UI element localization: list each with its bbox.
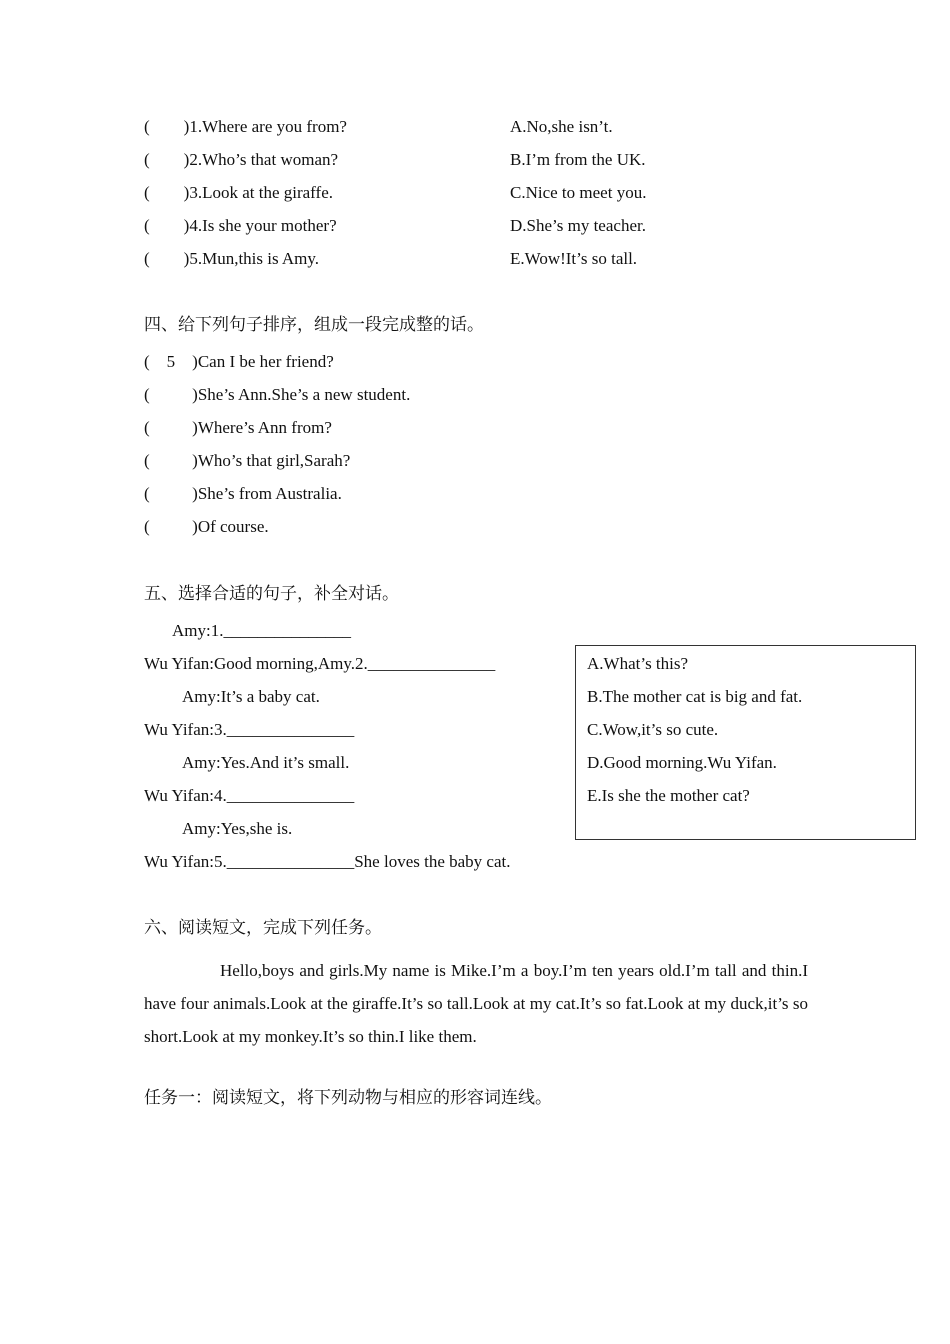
match-question-5: ( )5.Mun,this is Amy. [144, 249, 320, 268]
match-question-4: ( )4.Is she your mother? [144, 216, 337, 235]
section6-heading: 六、阅读短文，完成下列任务。 [144, 918, 382, 937]
dialogue-line-8: Wu Yifan:5._______________She loves the baby cat. [144, 852, 511, 871]
order-item-2: ( )She’s Ann.She’s a new student. [144, 385, 411, 404]
options-box [575, 645, 916, 840]
dialogue-line-1: Amy:1._______________ [172, 621, 351, 640]
order-item-4: ( )Who’s that girl,Sarah? [144, 451, 351, 470]
order-item-1: ( 5 )Can I be her friend? [144, 352, 334, 371]
dialogue-line-6: Wu Yifan:4._______________ [144, 786, 355, 805]
dialogue-line-7: Amy:Yes,she is. [182, 819, 293, 838]
dialogue-line-2: Wu Yifan:Good morning,Amy.2._______________ [144, 654, 496, 673]
match-answer-d: D.She’s my teacher. [510, 216, 646, 235]
dialogue-line-3: Amy:It’s a baby cat. [182, 687, 320, 706]
match-question-2: ( )2.Who’s that woman? [144, 150, 339, 169]
match-answer-a: A.No,she isn’t. [510, 117, 613, 136]
reading-passage-text: Hello,boys and girls.My name is Mike.I’m a boy.I’m ten years old.I’m tall and thin.I have four animals.Look at the giraffe.It’s so tall.Look at my cat.It’s so fat.Look at my duck,it’s so short.Look at my monkey.It’s so thin.I like them. [144, 961, 808, 1046]
match-question-3: ( )3.Look at the giraffe. [144, 183, 333, 202]
option-d: D.Good morning.Wu Yifan. [587, 753, 777, 772]
option-b: B.The mother cat is big and fat. [587, 687, 803, 706]
dialogue-line-4: Wu Yifan:3._______________ [144, 720, 355, 739]
match-answer-c: C.Nice to meet you. [510, 183, 647, 202]
order-item-6: ( )Of course. [144, 517, 269, 536]
match-answer-b: B.I’m from the UK. [510, 150, 646, 169]
match-answer-e: E.Wow!It’s so tall. [510, 249, 638, 268]
order-item-3: ( )Where’s Ann from? [144, 418, 332, 437]
section5-heading: 五、选择合适的句子，补全对话。 [144, 584, 399, 603]
order-item-5: ( )She’s from Australia. [144, 484, 342, 503]
task1-instruction: 任务一：阅读短文，将下列动物与相应的形容词连线。 [144, 1088, 552, 1107]
option-a: A.What’s this? [587, 654, 689, 673]
reading-passage [144, 954, 808, 1053]
dialogue-line-5: Amy:Yes.And it’s small. [182, 753, 350, 772]
option-c: C.Wow,it’s so cute. [587, 720, 719, 739]
match-question-1: ( )1.Where are you from? [144, 117, 347, 136]
section4-heading: 四、给下列句子排序，组成一段完成整的话。 [144, 315, 484, 334]
option-e: E.Is she the mother cat? [587, 786, 750, 805]
